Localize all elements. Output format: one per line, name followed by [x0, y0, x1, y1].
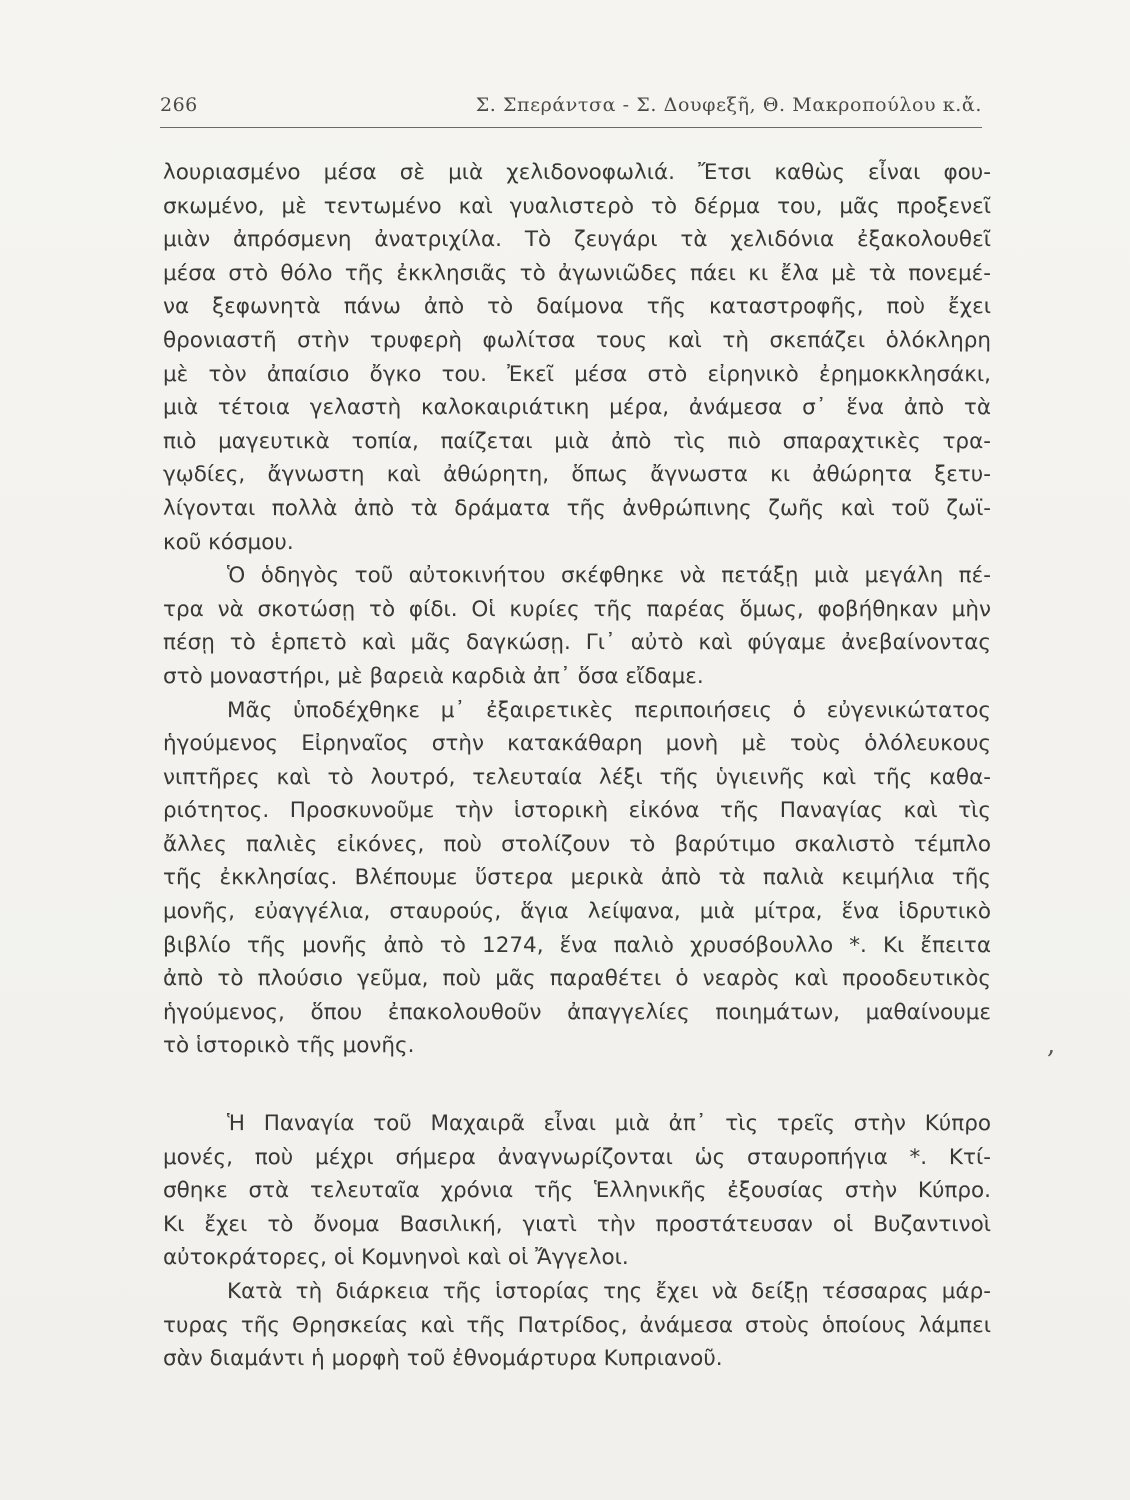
text-line: Ἡ Παναγία τοῦ Μαχαιρᾶ εἶναι μιὰ ἀπ᾽ τὶς τρεῖς στὴν Κύπρο: [227, 1111, 991, 1137]
text-line: μονές, ποὺ μέχρι σήμερα ἀναγνωρίζονται ὡς σταυροπήγια *. Κτί-: [163, 1144, 991, 1170]
text-line: λουριασμένο μέσα σὲ μιὰ χελιδονοφωλιά. Ἔτσι καθὼς εἶναι φου-: [163, 160, 991, 185]
header-authors: Σ. Σπεράντσα - Σ. Δουφεξῆ, Θ. Μακροπούλου κ.ἄ.: [475, 94, 982, 116]
paragraph-2: [163, 559, 991, 693]
text-line: Κι ἔχει τὸ ὄνομα Βασιλική, γιατὶ τὴν προστάτευσαν οἱ Βυζαντινοὶ: [163, 1211, 991, 1237]
paragraph-5: [163, 1275, 991, 1376]
text-line: θρονιαστῆ στὴν τρυφερὴ φωλίτσα τους καὶ τὴ σκεπάζει ὁλόκληρη: [163, 327, 991, 353]
text-line: ἀπὸ τὸ πλούσιο γεῦμα, ποὺ μᾶς παραθέτει ὁ νεαρὸς καὶ προοδευτικὸς: [163, 966, 991, 992]
text-line: τρα νὰ σκοτώσῃ τὸ φίδι. Οἱ κυρίες τῆς παρέας ὅμως, φοβήθηκαν μὴν: [163, 596, 991, 622]
text-line: πέσῃ τὸ ἑρπετὸ καὶ μᾶς δαγκώσῃ. Γι᾽ αὐτὸ καὶ φύγαμε ἀνεβαίνοντας: [163, 630, 991, 656]
text-line: νιπτῆρες καὶ τὸ λουτρό, τελευταία λέξι τῆς ὑγιεινῆς καὶ τῆς καθα-: [163, 764, 991, 790]
paragraph-4: [163, 1107, 991, 1275]
text-line: βιβλίο τῆς μονῆς ἀπὸ τὸ 1274, ἕνα παλιὸ χρυσόβουλλο *. Κι ἔπειτα: [163, 932, 991, 958]
text-line: μιὰν ἀπρόσμενη ἀνατριχίλα. Τὸ ζευγάρι τὰ χελιδόνια ἐξακολουθεῖ: [163, 227, 991, 253]
text-line: ριότητος. Προσκυνοῦμε τὴν ἱστορικὴ εἰκόνα τῆς Παναγίας καὶ τὶς: [163, 798, 991, 824]
text-line: μιὰ τέτοια γελαστὴ καλοκαιριάτικη μέρα, ἀνάμεσα σ᾽ ἕνα ἀπὸ τὰ: [163, 395, 991, 421]
paragraph-3: [163, 694, 991, 1064]
text-line: τυρας τῆς Θρησκείας καὶ τῆς Πατρίδος, ἀνάμεσα στοὺς ὁποίους λάμπει: [163, 1312, 991, 1338]
text-line: σθηκε στὰ τελευταῖα χρόνια τῆς Ἑλληνικῆς ἐξουσίας στὴν Κύπρο.: [163, 1178, 991, 1204]
paragraph-1: [163, 156, 991, 559]
section-gap: [163, 1063, 991, 1107]
body-text: [163, 156, 991, 1376]
stray-comma-mark: ,: [1047, 1030, 1056, 1060]
text-line: σκωμένο, μὲ τεντωμένο καὶ γυαλιστερὸ τὸ δέρμα του, μᾶς προξενεῖ: [163, 193, 991, 219]
text-line: Ὁ ὁδηγὸς τοῦ αὐτοκινήτου σκέφθηκε νὰ πετάξῃ μιὰ μεγάλη πέ-: [227, 563, 991, 589]
text-line: πιὸ μαγευτικὰ τοπία, παίζεται μιὰ ἀπὸ τὶς πιὸ σπαραχτικὲς τρα-: [163, 428, 991, 454]
text-line: λίγονται πολλὰ ἀπὸ τὰ δράματα τῆς ἀνθρώπινης ζωῆς καὶ τοῦ ζωϊ-: [163, 495, 991, 521]
text-line: σὰν διαμάντι ἡ μορφὴ τοῦ ἐθνομάρτυρα Κυπριανοῦ.: [163, 1346, 723, 1372]
text-line: Κατὰ τὴ διάρκεια τῆς ἱστορίας της ἔχει νὰ δείξῃ τέσσαρας μάρ-: [227, 1279, 991, 1304]
text-line: μέσα στὸ θόλο τῆς ἐκκλησιᾶς τὸ ἀγωνιῶδες πάει κι ἔλα μὲ τὰ πονεμέ-: [163, 260, 991, 286]
text-line: ἡγούμενος Εἰρηναῖος στὴν κατακάθαρη μονὴ μὲ τοὺς ὁλόλευκους: [163, 731, 991, 757]
text-line: στὸ μοναστήρι, μὲ βαρειὰ καρδιὰ ἀπ᾽ ὅσα εἴδαμε.: [163, 663, 704, 689]
text-line: ἡγούμενος, ὅπου ἐπακολουθοῦν ἀπαγγελίες ποιημάτων, μαθαίνουμε: [163, 999, 991, 1025]
text-line: αὐτοκράτορες, οἱ Κομνηνοὶ καὶ οἱ Ἄγγελοι.: [163, 1245, 629, 1271]
page-number: 266: [160, 94, 198, 116]
text-line: τὸ ἱστορικὸ τῆς μονῆς.: [163, 1033, 415, 1059]
running-head: [160, 94, 982, 124]
text-line: τῆς ἐκκλησίας. Βλέπουμε ὕστερα μερικὰ ἀπὸ τὰ παλιὰ κειμήλια τῆς: [163, 865, 991, 891]
text-line: μὲ τὸν ἀπαίσιο ὄγκο του. Ἐκεῖ μέσα στὸ εἰρηνικὸ ἐρημοκκλησάκι,: [163, 361, 991, 387]
text-line: γῳδίες, ἄγνωστη καὶ ἀθώρητη, ὅπως ἄγνωστα κι ἀθώρητα ξετυ-: [163, 462, 991, 488]
header-rule: [160, 127, 982, 128]
text-line: να ξεφωνητὰ πάνω ἀπὸ τὸ δαίμονα τῆς καταστροφῆς, ποὺ ἔχει: [163, 294, 991, 320]
text-line: μονῆς, εὐαγγέλια, σταυρούς, ἅγια λείψανα, μιὰ μίτρα, ἕνα ἱδρυτικὸ: [163, 899, 991, 925]
text-line: κοῦ κόσμου.: [163, 529, 294, 555]
text-line: Μᾶς ὑποδέχθηκε μ᾽ ἐξαιρετικὲς περιποιήσεις ὁ εὐγενικώτατος: [227, 697, 991, 723]
text-line: ἄλλες παλιὲς εἰκόνες, ποὺ στολίζουν τὸ βαρύτιμο σκαλιστὸ τέμπλο: [163, 831, 991, 857]
